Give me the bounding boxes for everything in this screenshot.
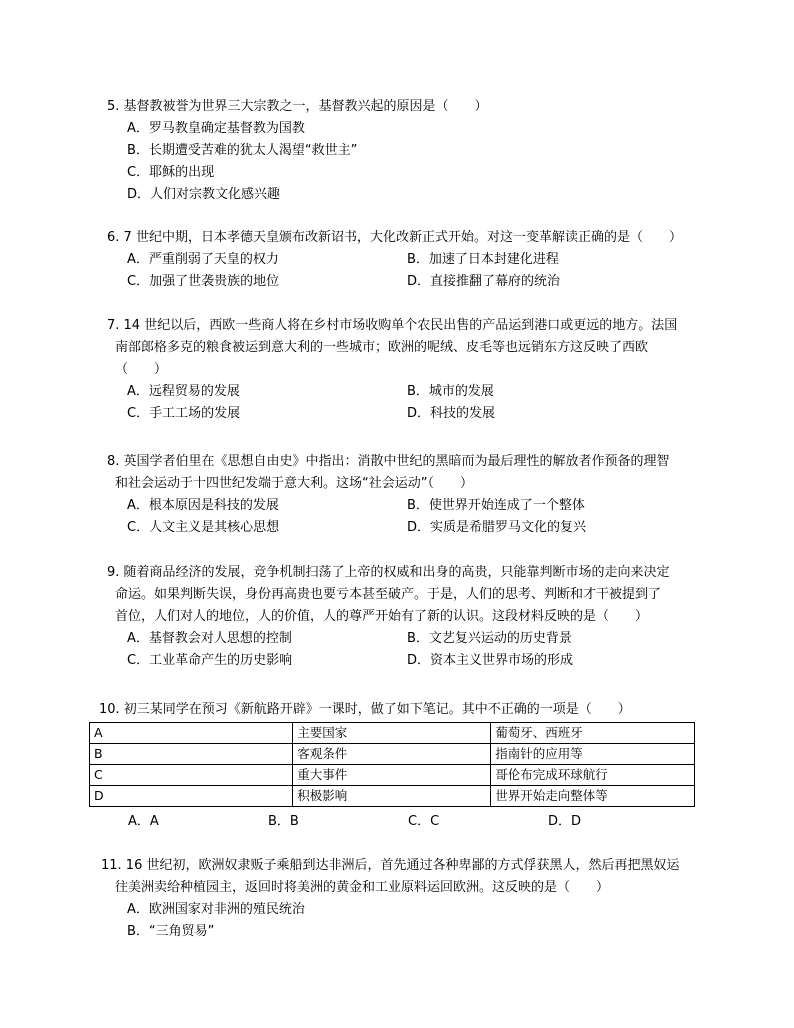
- option-row: [107, 495, 707, 517]
- option-c: C．人文主义是其核心思想: [127, 520, 280, 535]
- table-cell: C: [90, 765, 293, 786]
- option-c: C．手工工场的发展: [127, 406, 241, 421]
- option-row: [128, 812, 688, 832]
- option-a: A．根本原因是科技的发展: [127, 498, 279, 513]
- table-row: [90, 723, 695, 744]
- table-row: [90, 786, 695, 807]
- question-stem-line: 首位，人们对人的地位，人的价值，人的尊严开始有了新的认识。这段材料反映的是（ ）: [115, 609, 649, 624]
- option-d: D．直接推翻了幕府的统治: [407, 274, 561, 289]
- table-cell: 客观条件: [293, 744, 491, 765]
- option-row: [107, 628, 707, 650]
- option-row: [107, 271, 707, 293]
- table-cell: 葡萄牙、西班牙: [491, 723, 695, 744]
- question-stem-line: 命运。如果判断失误，身份再高贵也要亏本甚至破产。于是，人们的思考、判断和才干被提到了: [115, 587, 662, 602]
- table-cell: 指南针的应用等: [491, 744, 695, 765]
- option-row: [107, 403, 707, 425]
- option-b: B．“三角贸易”: [127, 924, 215, 939]
- table-row: [90, 765, 695, 786]
- option-row: [107, 381, 707, 403]
- option-a: A．严重削弱了天皇的权力: [127, 252, 279, 267]
- option-a: A．罗马教皇确定基督教为国教: [127, 121, 305, 136]
- question-stem: 5. 基督教被誉为世界三大宗教之一，基督教兴起的原因是（ ）: [107, 99, 488, 114]
- table-cell: 重大事件: [293, 765, 491, 786]
- question-stem: 10. 初三某同学在预习《新航路开辟》一课时，做了如下笔记。其中不正确的一项是（ ）: [99, 702, 631, 717]
- option-c: C．C: [408, 814, 440, 829]
- table-cell: 主要国家: [293, 723, 491, 744]
- option-a: A．欧洲国家对非洲的殖民统治: [127, 902, 305, 917]
- option-b: B．城市的发展: [407, 384, 494, 399]
- question-5: [107, 96, 707, 206]
- option-b: B．使世界开始连成了一个整体: [407, 498, 585, 513]
- option-row: [107, 650, 707, 672]
- question-9: [107, 562, 707, 672]
- option-a: A．远程贸易的发展: [127, 384, 240, 399]
- table-cell: B: [90, 744, 293, 765]
- question-stem-line: 8. 英国学者伯里在《思想自由史》中指出：消散中世纪的黑暗而为最后理性的解放者作预备的理智: [107, 454, 670, 469]
- question-11: [101, 855, 701, 943]
- option-b: B．B: [268, 814, 299, 829]
- option-b: B．文艺复兴运动的历史背景: [407, 631, 572, 646]
- table-cell: D: [90, 786, 293, 807]
- option-d: D．资本主义世界市场的形成: [407, 653, 574, 668]
- table-row: [90, 744, 695, 765]
- option-d: D．实质是希腊罗马文化的复兴: [407, 520, 587, 535]
- question-stem-line: 11. 16 世纪初，欧洲奴隶贩子乘船到达非洲后，首先通过各种卑鄙的方式俘获黑人，然后再把黑奴运: [101, 858, 680, 873]
- question-stem-line: 9. 随着商品经济的发展，竞争机制扫荡了上帝的权威和出身的高贵，只能靠判断市场的走向来决定: [107, 565, 670, 580]
- question-10: [99, 699, 699, 721]
- question-8: [107, 451, 707, 539]
- table-cell: 积极影响: [293, 786, 491, 807]
- table-cell: 哥伦布完成环球航行: [491, 765, 695, 786]
- option-d: D．人们对宗教文化感兴趣: [127, 187, 281, 202]
- option-row: [107, 249, 707, 271]
- notes-table: [89, 722, 695, 807]
- option-row: [107, 517, 707, 539]
- table-cell: 世界开始走向整体等: [491, 786, 695, 807]
- table-cell: A: [90, 723, 293, 744]
- question-stem-line: （ ）: [115, 362, 168, 377]
- option-c: C．加强了世袭贵族的地位: [127, 274, 280, 289]
- option-b: B．长期遭受苦难的犹太人渴望“救世主”: [127, 143, 358, 158]
- question-stem-line: 7. 14 世纪以后，西欧一些商人将在乡村市场收购单个农民出售的产品运到港口或更远的地方。法国: [107, 318, 678, 333]
- question-stem: 6. 7 世纪中期，日本孝德天皇颁布改新诏书，大化改新正式开始。对这一变革解读正确的是（ ）: [107, 230, 682, 245]
- option-c: C．耶稣的出现: [127, 165, 215, 180]
- option-d: D．科技的发展: [407, 406, 496, 421]
- question-stem-line: 和社会运动于十四世纪发端于意大利。这场“社会运动”（ ）: [115, 476, 473, 491]
- option-c: C．工业革命产生的历史影响: [127, 653, 293, 668]
- option-b: B．加速了日本封建化进程: [407, 252, 559, 267]
- question-stem-line: 往美洲卖给种植园主，返回时将美洲的黄金和工业原料运回欧洲。这反映的是（ ）: [115, 880, 610, 895]
- question-stem-line: 南部郎格多克的粮食被运到意大利的一些城市；欧洲的呢绒、皮毛等也远销东方这反映了西欧: [115, 340, 649, 355]
- option-d: D．D: [548, 814, 582, 829]
- option-a: A．基督教会对人思想的控制: [127, 631, 292, 646]
- question-7: [107, 315, 707, 425]
- question-6: [107, 227, 707, 293]
- option-a: A．A: [128, 814, 159, 829]
